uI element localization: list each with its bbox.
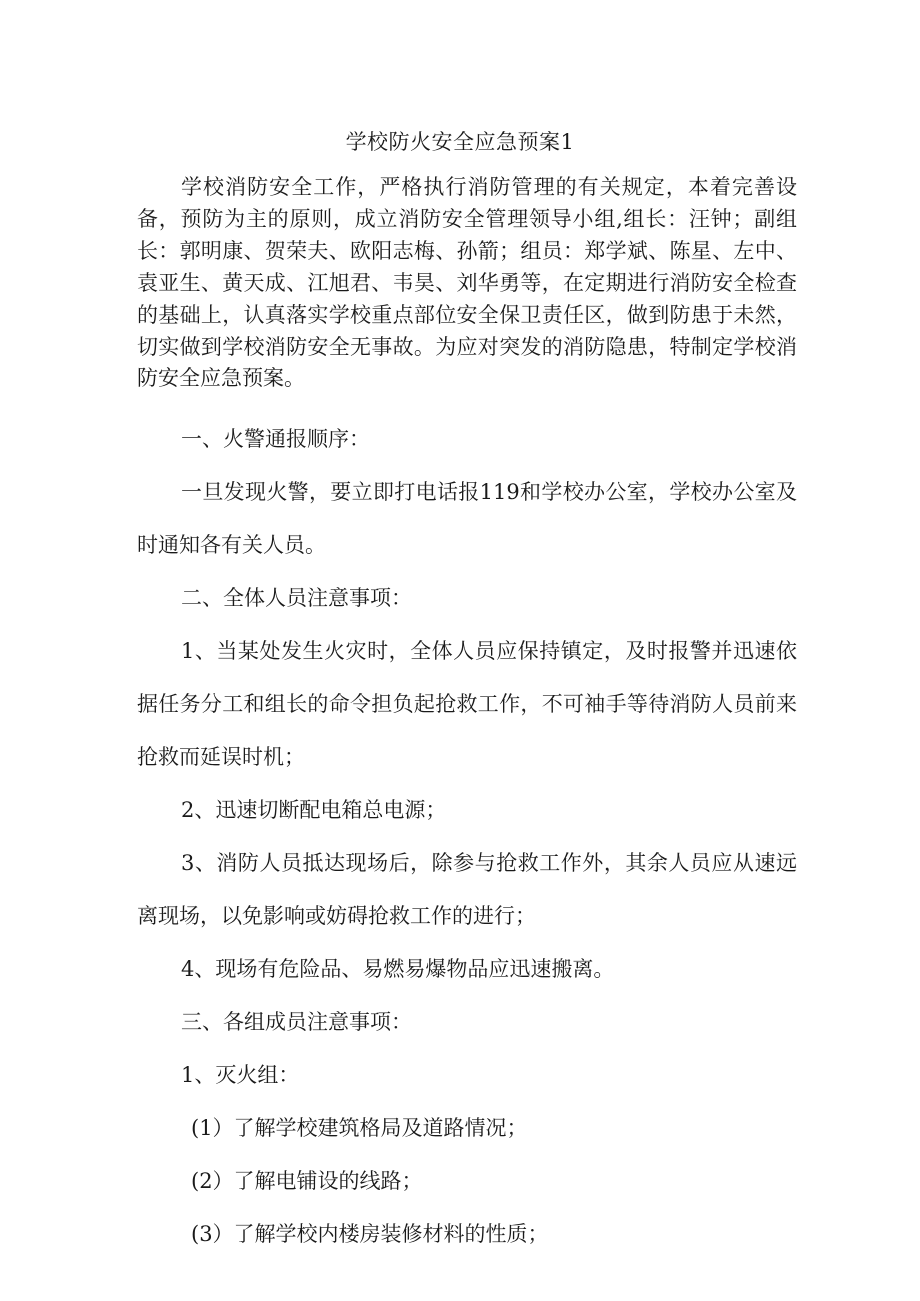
list-item-staff-4: 4、现场有危险品、易燃易爆物品应迅速搬离。 <box>181 957 615 981</box>
document-body <box>137 413 797 1261</box>
sub-item-1: (1）了解学校建筑格局及道路情况； <box>191 1116 528 1140</box>
list-item-staff-1: 1、当某处发生火灾时，全体人员应保持镇定，及时报警并迅速依据任务分工和组长的命令担负起抢救工作，不可袖手等待消防人员前来抢救而延误时机； <box>137 639 797 769</box>
list-item-staff-3: 3、消防人员抵达现场后，除参与抢救工作外，其余人员应从速远离现场，以免影响或妨碍抢救工作的进行； <box>137 851 797 928</box>
section-heading-group-members: 三、各组成员注意事项： <box>181 1010 412 1034</box>
sub-item-2: (2）了解电铺设的线路； <box>191 1169 423 1193</box>
list-item-staff-2: 2、迅速切断配电箱总电源； <box>181 798 447 822</box>
intro-paragraph: 学校消防安全工作，严格执行消防管理的有关规定，本着完善设备，预防为主的原则，成立消防安全管理领导小组,组长：汪钟；副组长：郭明康、贺荣夫、欧阳志梅、孙箭；组员：郑学斌、陈星、左中、袁亚生、黄天成、江旭君、韦昊、刘华勇等，在定期进行消防安全检查的基础上，认真落实学校重点部位安全保卫责任区，做到防患于未然，切实做到学校消防安全无事故。为应对突发的消防隐患，特制定学校消防安全应急预案。 <box>137 175 797 391</box>
section-heading-all-staff: 二、全体人员注意事项： <box>181 586 412 610</box>
sub-item-3: (3）了解学校内楼房装修材料的性质； <box>191 1222 549 1246</box>
subsection-heading-firefighting: 1、灭火组： <box>181 1063 300 1087</box>
document-title: 学校防火安全应急预案1 <box>345 130 575 154</box>
paragraph-alarm-procedure: 一旦发现火警，要立即打电话报119和学校办公室，学校办公室及时通知各有关人员。 <box>137 480 797 557</box>
section-heading-fire-alarm: 一、火警通报顺序： <box>181 427 370 451</box>
